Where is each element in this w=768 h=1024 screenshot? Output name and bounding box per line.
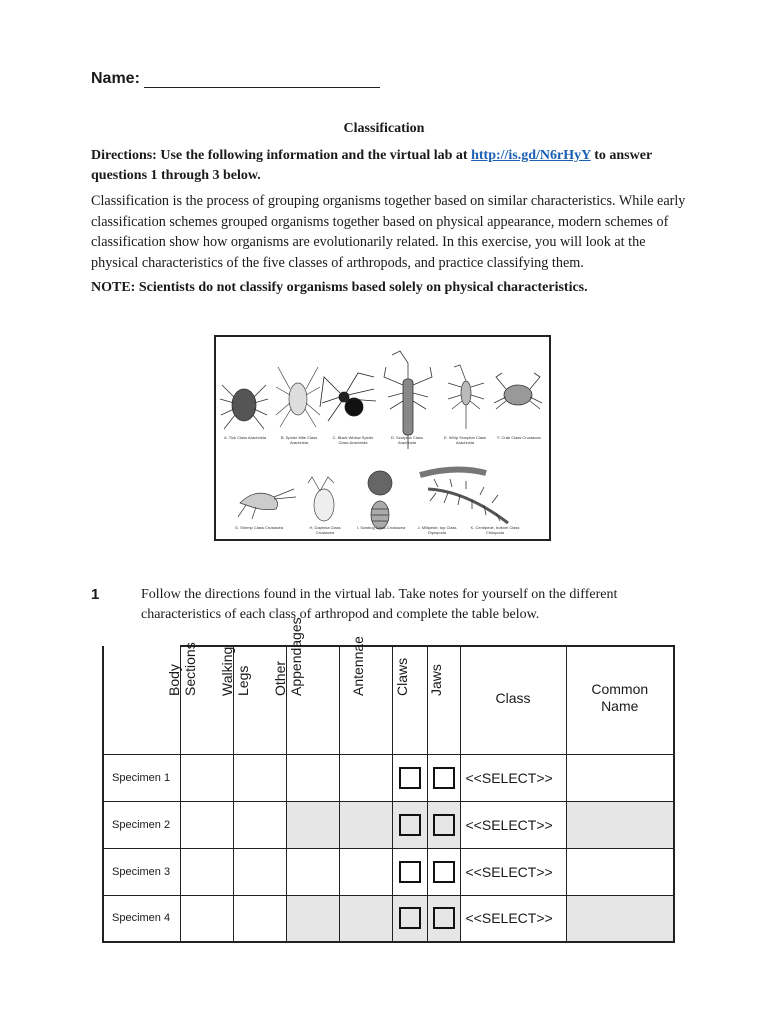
class-select[interactable]: <<SELECT>> — [460, 801, 566, 848]
tick-illustration — [220, 385, 268, 429]
common-name-cell[interactable] — [566, 801, 674, 848]
caption-shrimp: G. Shrimp Class Crustacea — [234, 525, 284, 530]
antennae-cell[interactable] — [339, 848, 392, 895]
table-header-row — [103, 646, 674, 754]
caption-scorpion: D. Scorpion Class Arachnida — [390, 435, 423, 445]
walking-legs-cell[interactable] — [233, 801, 286, 848]
class-select[interactable]: <<SELECT>> — [460, 754, 566, 801]
jaws-checkbox[interactable] — [433, 861, 455, 883]
caption-millipede: J. Millipede, top Class Diplopoda — [417, 525, 457, 535]
shrimp-illustration — [238, 489, 296, 519]
caption-tick: A. Tick Class Arachnida — [223, 435, 267, 440]
question-number: 1 — [91, 586, 100, 603]
caption-centipede: K. Centipede, bottom Class Chilopoda — [470, 525, 520, 535]
directions: Directions: Use the following information and the virtual lab at http://is.gd/N6rHyY to answer questions 1 through 3 below. — [91, 148, 652, 183]
header-jaws: Jaws — [427, 646, 460, 754]
caption-whip-scorpion: E. Whip Scorpion Class Arachnida — [443, 435, 486, 445]
claws-checkbox[interactable] — [399, 767, 421, 789]
class-select[interactable]: <<SELECT>> — [460, 895, 566, 942]
table-row — [103, 895, 674, 942]
common-name-cell[interactable] — [566, 754, 674, 801]
virtual-lab-link[interactable]: http://is.gd/N6rHyY — [471, 148, 591, 163]
specimen-label: Specimen 2 — [103, 801, 180, 848]
claws-cell — [392, 895, 427, 942]
class-select[interactable]: <<SELECT>> — [460, 848, 566, 895]
header-body-sections: Body Sections — [180, 646, 233, 754]
name-blank-line[interactable] — [144, 73, 380, 88]
claws-checkbox[interactable] — [399, 861, 421, 883]
common-name-cell[interactable] — [566, 895, 674, 942]
other-appendages-cell[interactable] — [286, 801, 339, 848]
header-walking-legs: Walking Legs — [233, 646, 286, 754]
name-label: Name: — [91, 70, 140, 87]
spider-mite-illustration — [276, 367, 320, 427]
header-antennae: Antennae — [339, 646, 392, 754]
walking-legs-cell[interactable] — [233, 754, 286, 801]
header-class: Class — [460, 646, 566, 754]
intro-paragraph: Classification is the process of grouping organisms together based on similar characteristics. While early classification schemes grouped organisms together based on physical appearance, modern schemes of classification show how organisms are evolutionarily related. In this exercise, you will look at the physical characteristics of the five classes of arthropods, and practice classifying them. — [91, 193, 686, 271]
sowbug-illustration — [368, 471, 392, 529]
antennae-cell[interactable] — [339, 754, 392, 801]
black-widow-illustration — [320, 373, 376, 421]
daphnia-illustration — [308, 477, 334, 521]
caption-black-widow: C. Black Widow Spider Class Arachnida — [332, 435, 374, 445]
claws-cell — [392, 848, 427, 895]
specimen-label: Specimen 1 — [103, 754, 180, 801]
jaws-cell — [427, 848, 460, 895]
caption-crab: F. Crab Class Crustacea — [497, 435, 541, 440]
specimen-label: Specimen 3 — [103, 848, 180, 895]
claws-cell — [392, 754, 427, 801]
body-sections-cell[interactable] — [180, 754, 233, 801]
table-row — [103, 754, 674, 801]
specimen-label: Specimen 4 — [103, 895, 180, 942]
page-title: Classification — [343, 121, 425, 136]
jaws-checkbox[interactable] — [433, 767, 455, 789]
body-sections-cell[interactable] — [180, 801, 233, 848]
crab-illustration — [494, 373, 542, 409]
millipede-illustration — [420, 469, 508, 523]
table-row — [103, 801, 674, 848]
classification-table — [102, 617, 675, 943]
caption-daphnia: H. Daphnia Class Crustacea — [309, 525, 341, 535]
header-other-appendages: Other Appendages — [286, 646, 339, 754]
body-sections-cell[interactable] — [180, 895, 233, 942]
jaws-cell — [427, 801, 460, 848]
claws-checkbox[interactable] — [399, 907, 421, 929]
whip-scorpion-illustration — [448, 365, 484, 429]
claws-cell — [392, 801, 427, 848]
body-sections-cell[interactable] — [180, 848, 233, 895]
caption-sowbug: I. Sowbug Class Crustacea — [356, 525, 406, 530]
name-field — [91, 70, 380, 88]
jaws-cell — [427, 895, 460, 942]
walking-legs-cell[interactable] — [233, 895, 286, 942]
antennae-cell[interactable] — [339, 895, 392, 942]
note: NOTE: Scientists do not classify organisms based solely on physical characteristics. — [91, 280, 588, 295]
jaws-checkbox[interactable] — [433, 814, 455, 836]
arthropod-figure — [214, 335, 551, 541]
other-appendages-cell[interactable] — [286, 754, 339, 801]
jaws-checkbox[interactable] — [433, 907, 455, 929]
table-row — [103, 848, 674, 895]
antennae-cell[interactable] — [339, 801, 392, 848]
common-name-cell[interactable] — [566, 848, 674, 895]
header-claws: Claws — [392, 646, 427, 754]
header-common-name: Common Name — [566, 646, 674, 754]
walking-legs-cell[interactable] — [233, 848, 286, 895]
question-text: Follow the directions found in the virtual lab. Take notes for yourself on the different characteristics of each class of arthropod and complete the table below. — [141, 587, 618, 622]
jaws-cell — [427, 754, 460, 801]
claws-checkbox[interactable] — [399, 814, 421, 836]
other-appendages-cell[interactable] — [286, 848, 339, 895]
other-appendages-cell[interactable] — [286, 895, 339, 942]
caption-spider-mite: B. Spider Mite Class Arachnida — [280, 435, 318, 445]
